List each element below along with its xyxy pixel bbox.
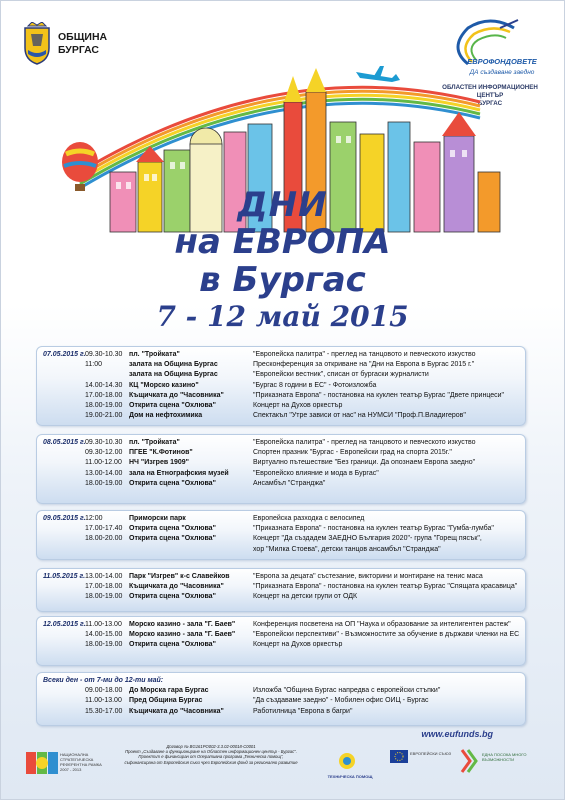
event-description: Конференция посветена на ОП "Наука и образование за интелигентен растеж" [253, 621, 511, 628]
event-time [85, 545, 129, 555]
event-place: Къщичката до "Часовника" [129, 391, 224, 399]
contract-number: Договор № BG161PO002-3.3.02-00018-C0001 [166, 744, 256, 749]
schedule-row [43, 630, 519, 640]
event-time [85, 370, 129, 380]
event-place: Открита сцена "Охлюва" [129, 593, 216, 601]
date-spacer [43, 630, 85, 640]
event-place: Пред Община Бургас [129, 697, 203, 705]
nsrf-logo-text: НАЦИОНАЛНА СТРАТЕГИЧЕСКА РЕФЕРЕНТНА РАМКА 2007 - 2013 [60, 752, 102, 772]
event-description: "Европейски перспективи" - Възможностите за обучение в държави членки на ЕС [253, 631, 519, 639]
event-time: 18.00-19.00 [85, 593, 123, 601]
schedule-day-block [36, 346, 526, 426]
event-time: 13.00-14.00 [85, 573, 123, 580]
event-time: 18.00-20.00 [85, 535, 123, 543]
airplane-icon [356, 66, 400, 82]
date-spacer [43, 391, 85, 401]
date-spacer [43, 370, 85, 380]
event-time: 11.00-13.00 [85, 621, 122, 628]
schedule-row [43, 411, 519, 421]
event-time: 15.30-17.00 [85, 707, 123, 715]
burgas-crest-icon [22, 22, 52, 66]
event-description: Работилница "Европа в багри" [253, 707, 353, 715]
event-place: залата на Община Бургас [129, 371, 218, 379]
schedule-row [43, 479, 519, 489]
date-spacer [43, 592, 85, 602]
date-spacer [43, 707, 85, 717]
eufunds-url[interactable]: www.eufunds.bg [421, 729, 493, 739]
event-place: пл. "Тройката" [129, 351, 180, 358]
event-dates: 7 - 12 май 2015 [156, 300, 409, 333]
event-time: 18.00-19.00 [85, 479, 123, 487]
schedule-row [43, 458, 519, 468]
event-time: 18.00-19.00 [85, 402, 123, 410]
schedule-row [43, 401, 519, 411]
event-description: Изложба "Община Бургас напредва с европейски стъпки" [253, 687, 441, 695]
title-line1: ДНИ [237, 185, 328, 225]
event-description: "Да създаваме заедно" - Мобилен офис ОИЦ - Бургас [253, 697, 429, 705]
event-description: "Европейска палитра" - преглед на танцовото и певческото изкуство [253, 439, 476, 446]
schedule-row [43, 514, 519, 524]
schedule-row [43, 640, 519, 650]
day-date: 07.05.2015 г. [43, 351, 86, 358]
date-spacer [43, 696, 85, 706]
event-description: Концерт на Духов оркестър [253, 402, 343, 410]
event-time: 09.00-18.00 [85, 687, 123, 695]
event-place: Открита сцена "Охлюва" [129, 641, 216, 649]
event-time: 09.30-12.00 [85, 449, 123, 457]
event-description: Виртуално пътешествие "Без граници. Да опознаем Европа заедно" [253, 459, 476, 467]
schedule-row [43, 381, 519, 391]
event-description: хор "Милка Стоева", детски танцов ансамбъл "Странджа" [253, 545, 441, 553]
event-place: Морско казино - зала "Г. Баев" [129, 621, 236, 628]
event-description: Концерт "Да създадем ЗАЕДНО България 2020"- група "Горещ пясък", [253, 535, 482, 543]
esif-logo-icon [460, 748, 480, 774]
info-center-line2: БУРГАС [477, 100, 503, 107]
event-place: Морско казино - зала "Г. Баев" [129, 631, 236, 639]
esif-logo-text: ЕДНА ПОСОКА МНОГО ВЪЗМОЖНОСТИ [482, 752, 527, 762]
project-line3: съфинансирана от Европейския съюз чрез Европейския фонд за регионално развитие [124, 759, 298, 765]
schedule-row [43, 572, 519, 582]
date-spacer [43, 582, 85, 592]
date-spacer [43, 524, 85, 534]
event-description: "Европейски вестник", списан от бургаски журналисти [253, 371, 429, 379]
title-line2: на ЕВРОПА [174, 222, 391, 262]
day-date: 08.05.2015 г. [43, 439, 86, 446]
schedule-row [43, 370, 519, 380]
event-description: "Европейска палитра" - преглед на танцовото и певческото изкуство [253, 351, 476, 358]
schedule-row [43, 696, 519, 706]
date-spacer [43, 401, 85, 411]
schedule-row [43, 448, 519, 458]
event-description: "Приказната Европа" - постановка на куклен театър Бургас "Гумба-лумба" [253, 525, 494, 533]
day-date: 09.05.2015 г. [43, 515, 86, 522]
schedule-day-block [36, 434, 526, 504]
daily-events-heading: Всеки ден - от 7-ми до 12-ти май: [43, 677, 164, 684]
event-time: 09.30-10.30 [85, 439, 123, 446]
date-spacer [43, 360, 85, 370]
event-place: Открита сцена "Охлюва" [129, 402, 216, 410]
event-place: Къщичката до "Часовника" [129, 583, 224, 591]
event-time: 17.00-18.00 [85, 391, 123, 399]
event-description: Европейска разходка с велосипед [253, 515, 365, 522]
event-place: Приморски парк [129, 515, 186, 522]
municipality-name-line2: БУРГАС [58, 44, 100, 56]
schedule-row [43, 469, 519, 479]
title-line3: в Бургас [199, 260, 366, 300]
date-spacer [43, 479, 85, 489]
event-place: Открита сцена "Охлюва" [129, 525, 216, 533]
event-place: Открита сцена "Охлюва" [129, 479, 216, 487]
schedule-row [43, 391, 519, 401]
schedule-row [43, 350, 519, 360]
date-spacer [43, 534, 85, 544]
eurofunds-logo-line1: ЕВРОФОНДОВЕТЕ [467, 57, 537, 66]
event-place: КЦ "Морско казино" [129, 381, 199, 389]
event-time: 17.00-18.00 [85, 583, 123, 591]
event-description: Концерт на детски групи от ОДК [253, 593, 358, 601]
municipality-logo [22, 22, 107, 66]
schedule-row [43, 534, 519, 544]
event-description: "Приказната Европа" - постановка на куклен театър Бургас "Спящата красавица" [253, 583, 518, 591]
event-time: 11.00-13.00 [85, 697, 122, 705]
schedule-row [43, 620, 519, 630]
event-description: Ансамбъл "Странджа" [253, 479, 326, 487]
schedule-row [43, 360, 519, 370]
event-time: 11:00 [85, 361, 102, 369]
project-line2: Проектът е финансиран от Оперативна програма „Техническа помощ", [138, 754, 284, 760]
project-line1: Проект „Създаване и функциониране на Областен информационен център - Бургас". [125, 749, 297, 755]
date-spacer [43, 686, 85, 696]
day-date: 11.05.2015 г. [43, 573, 86, 580]
date-spacer [43, 545, 85, 555]
date-spacer [43, 458, 85, 468]
municipality-name-line1: ОБЩИНА [58, 31, 108, 43]
event-place: ПГЕЕ "К.Фотинов" [129, 449, 193, 457]
schedule-day-block [36, 510, 526, 560]
eurofunds-logo-line2: ДА създаване заедно [469, 69, 535, 76]
event-time: 13.00-14.00 [85, 469, 123, 477]
event-time: 14.00-14.30 [85, 381, 123, 389]
schedule-day-block [36, 672, 526, 726]
schedule-row [43, 438, 519, 448]
date-spacer [43, 411, 85, 421]
event-description: Спектакъл "Утре зависи от нас" на НУМСИ "Проф.П.Владигеров" [253, 412, 466, 420]
day-date: 12.05.2015 г. [43, 621, 86, 628]
event-place: Къщичката до "Часовника" [129, 707, 224, 715]
event-time: 14.00-15.00 [85, 631, 123, 639]
technical-assistance-text: ТЕХНИЧЕСКА ПОМОЩ [327, 774, 373, 779]
event-time: 18.00-19.00 [85, 641, 123, 649]
event-place: Открита сцена "Охлюва" [129, 535, 216, 543]
schedule-row [43, 592, 519, 602]
event-description: "Приказната Европа" - постановка на куклен театър Бургас "Двете принцеси" [253, 391, 505, 399]
event-time: 12:00 [85, 515, 103, 522]
event-time: 11.00-12.00 [85, 459, 122, 467]
event-place: Дом на нефтохимика [129, 412, 203, 420]
date-spacer [43, 381, 85, 391]
event-description: Концерт на Духов оркестър [253, 641, 343, 649]
date-spacer [43, 469, 85, 479]
event-description: Пресконференция за откриване на "Дни на Европа в Бургас 2015 г." [253, 361, 475, 369]
event-time: 17.00-17.40 [85, 525, 123, 533]
schedule-row [43, 545, 519, 555]
nsrf-logo-icon [24, 748, 60, 778]
event-place: залата на Община Бургас [129, 361, 218, 369]
event-description: "Европейско влияние и мода в Бургас" [253, 469, 379, 477]
event-place: зала на Етнографския музей [129, 469, 229, 477]
event-description: "Бургас 8 години в ЕС" - Фотоизложба [253, 381, 377, 389]
schedule-day-block [36, 568, 526, 612]
event-description: Спортен празник "Бургас - Европейски град на спорта 2015г." [253, 449, 452, 457]
event-place: НЧ "Изгрев 1909" [129, 459, 189, 467]
schedule-row [43, 582, 519, 592]
event-time: 09.30-10.30 [85, 351, 123, 358]
schedule-row [43, 707, 519, 717]
event-place [129, 545, 253, 555]
schedule-row [43, 686, 519, 696]
footer-project-text [106, 744, 316, 765]
schedule-row [43, 524, 519, 534]
event-place: пл. "Тройката" [129, 439, 180, 446]
event-place: Парк "Изгрев" к-с Славейков [129, 573, 230, 580]
event-time: 19.00-21.00 [85, 412, 123, 420]
info-center-line1: ОБЛАСТЕН ИНФОРМАЦИОНЕН ЦЕНТЪР [442, 84, 538, 99]
eu-logo-text: ЕВРОПЕЙСКИ СЪЮЗ [410, 751, 452, 756]
schedule-day-block [36, 616, 526, 666]
event-place: До Морска гара Бургас [129, 687, 209, 695]
date-spacer [43, 640, 85, 650]
event-description: "Европа за децата" състезание, викторини и монтиране на тенис маса [253, 573, 483, 580]
eu-flag-icon [390, 750, 408, 763]
date-spacer [43, 448, 85, 458]
technical-assistance-icon [334, 750, 360, 772]
